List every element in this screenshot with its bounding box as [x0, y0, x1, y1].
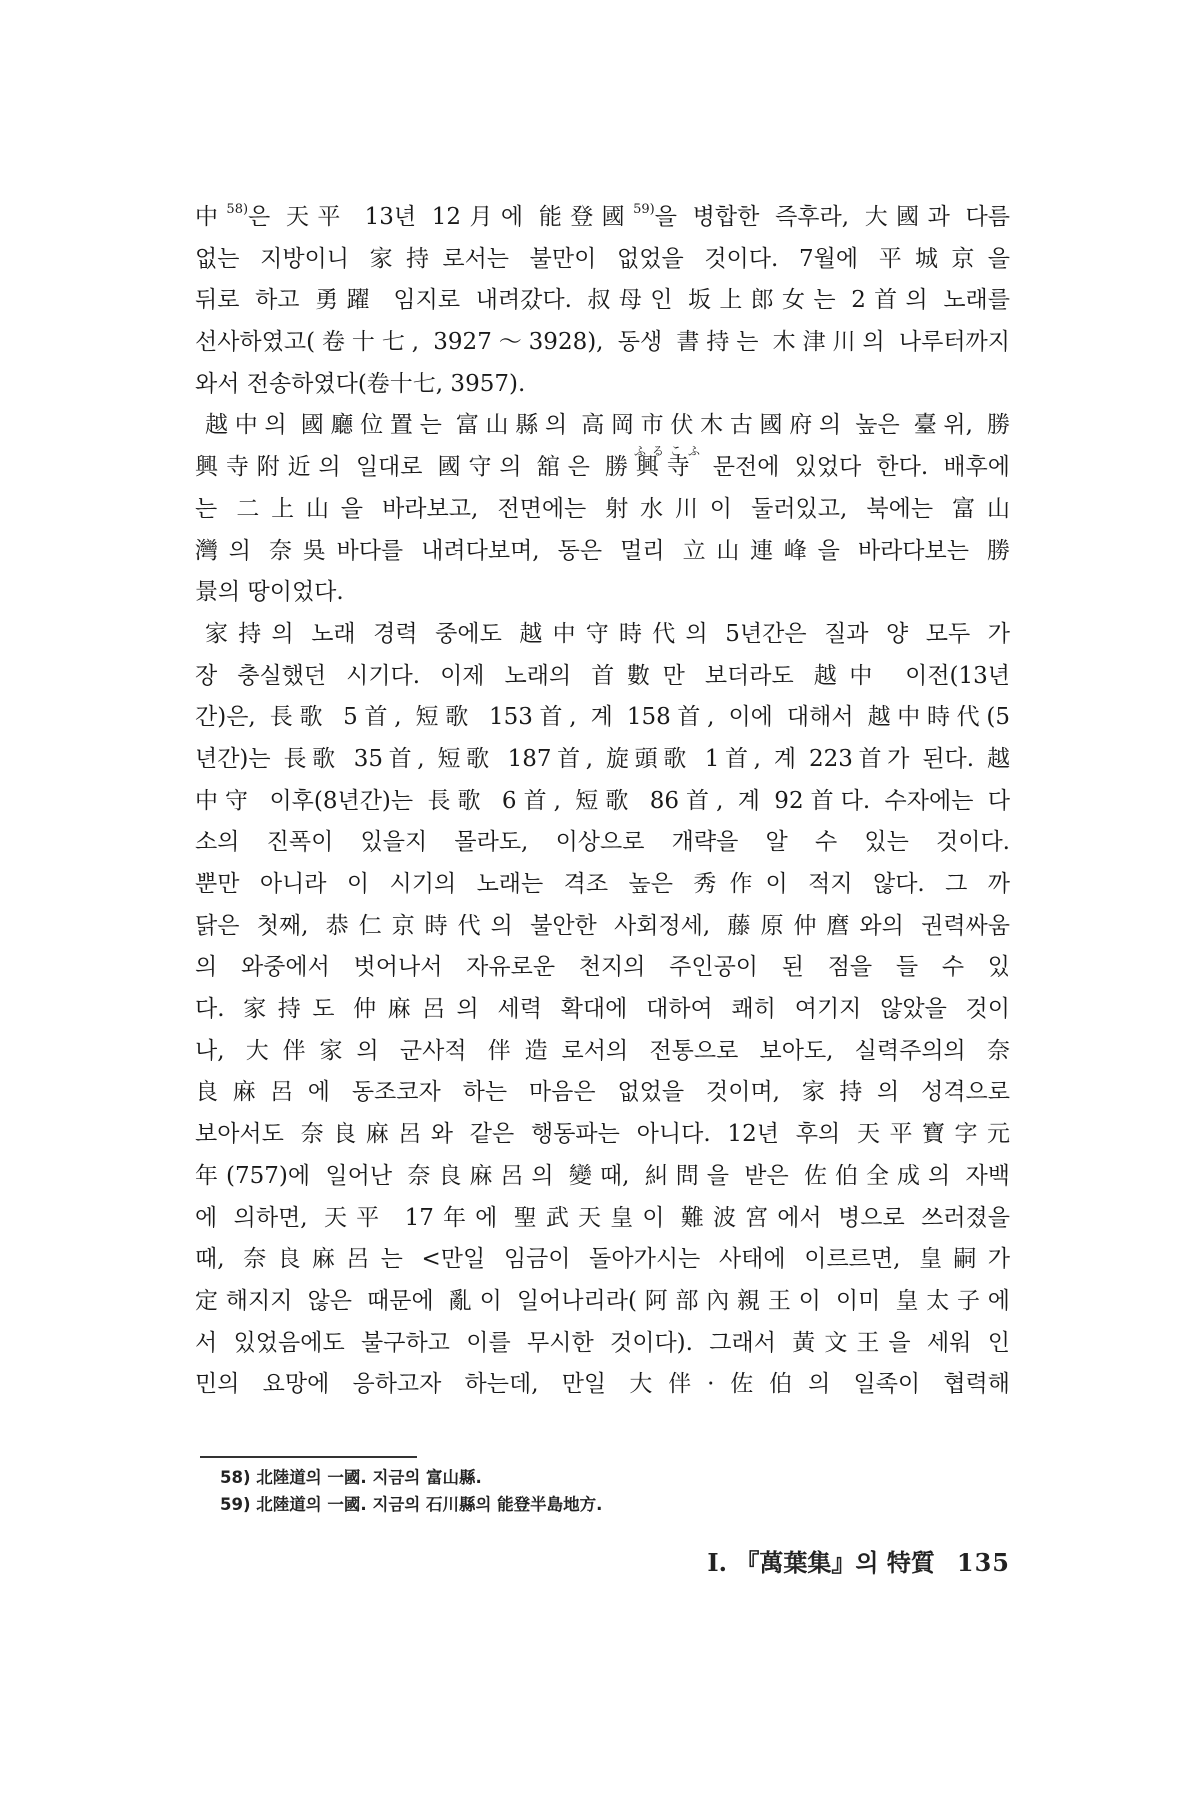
text-line: 장 충실했던 시기다. 이제 노래의 首數만 보더라도 越中 이전(13년 — [195, 662, 1010, 689]
text-line: 中守 이후(8년간)는 長歌 6首, 短歌 86首, 계 92首다. 수자에는 다 — [195, 787, 1010, 814]
text-line: 다. 家持도 仲麻呂의 세력 확대에 대하여 쾌히 여기지 않았을 것이 — [195, 996, 1010, 1023]
text-line: 뒤로 하고 勇躍 임지로 내려갔다. 叔母인 坂上郎女는 2首의 노래를 — [195, 287, 1010, 314]
text-line: 년간)는 長歌 35首, 短歌 187首, 旋頭歌 1首, 계 223首가 된다. 越 — [195, 745, 1010, 772]
text-line: 의 와중에서 벗어나서 자유로운 천지의 주인공이 된 점을 들 수 있 — [195, 954, 1010, 981]
text-line: 中$^{58)}$은 天平 13년 12月에 能登國$^{59)}$을 병합한 즉후라, 大國과 다름 — [195, 202, 1010, 230]
text-line: 에 의하면, 天平 17年에 聖武天皇이 難波宮에서 병으로 쓰러졌을 — [195, 1204, 1010, 1231]
text-line: 없는 지방이니 家持로서는 불만이 없었을 것이다. 7월에 平城京을 — [195, 245, 1010, 272]
footnote-59: 59) 北陸道의 一國. 지금의 石川縣의 能登半島地方. — [220, 1495, 603, 1514]
text-line: 와서 전송하였다(卷十七, 3957). — [195, 370, 526, 397]
text-line: 나, 大伴家의 군사적 伴造로서의 전통으로 보아도, 실력주의의 奈 — [195, 1037, 1010, 1064]
text-line: 보아서도 奈良麻呂와 같은 행동파는 아니다. 12년 후의 天平寶字元 — [195, 1121, 1010, 1148]
text-line: 서 있었음에도 불구하고 이를 무시한 것이다). 그래서 黃文王을 세워 인 — [195, 1329, 1010, 1356]
text-line: 良麻呂에 동조코자 하는 마음은 없었을 것이며, 家持의 성격으로 — [195, 1079, 1010, 1106]
text-line: 景의 땅이었다. — [195, 579, 344, 606]
text-line: 소의 진폭이 있을지 몰라도, 이상으로 개략을 알 수 있는 것이다. — [195, 829, 1010, 856]
footnote-divider — [200, 1456, 417, 1458]
footnote-ref: 59) — [633, 202, 655, 217]
page-number: 135 — [956, 1548, 1010, 1577]
text-line: 때, 奈良麻呂는 <만일 임금이 돌아가시는 사태에 이르르면, 皇嗣가 — [195, 1246, 1010, 1273]
text-line: 닭은 첫째, 恭仁京時代의 불안한 사회정세, 藤原仲麿와의 권력싸움 — [195, 912, 1010, 939]
running-footer — [690, 1548, 1010, 1578]
text-line: 越中의 國廳位置는 富山縣의 高岡市伏木古國府의 높은 臺위, 勝 — [205, 412, 1010, 439]
text-line: 선사하였고(卷十七, 3927～3928), 동생 書持는 木津川의 나루터까지 — [195, 329, 1010, 356]
text-line: 家持의 노래 경력 중에도 越中守時代의 5년간은 질과 양 모두 가 — [205, 620, 1010, 647]
text-line: 간)은, 長歌 5首, 短歌 153首, 계 158首, 이에 대해서 越中時代(5 — [195, 704, 1010, 731]
footnote-58: 58) 北陸道의 一國. 지금의 富山縣. — [220, 1468, 482, 1487]
section-title: I. 『萬葉集』의 特質 — [707, 1548, 935, 1577]
ruby-annotation: ふるこふ — [634, 444, 707, 458]
body-text — [195, 197, 1010, 1406]
footnotes — [220, 1464, 920, 1518]
text-line: 興寺附近의 일대로 國守의 舘은 勝興寺 문전에 있었다 한다. 배후에 — [195, 454, 1010, 481]
text-line: 민의 요망에 응하고자 하는데, 만일 大伴·佐伯의 일족이 협력해 — [195, 1371, 1010, 1398]
text-line: 는 二上山을 바라보고, 전면에는 射水川이 둘러있고, 북에는 富山 — [195, 495, 1010, 522]
text-line: 灣의 奈吳바다를 내려다보며, 동은 멀리 立山連峰을 바라다보는 勝 — [195, 537, 1010, 564]
text-line: 年(757)에 일어난 奈良麻呂의 變때, 糾問을 받은 佐伯全成의 자백 — [195, 1162, 1010, 1189]
footnote-ref: 58) — [226, 202, 249, 217]
text-line: 定해지지 않은 때문에 亂이 일어나리라(阿部內親王이 이미 皇太子에 — [195, 1287, 1010, 1314]
text-line: 뿐만 아니라 이 시기의 노래는 격조 높은 秀作이 적지 않다. 그 까 — [195, 871, 1010, 897]
